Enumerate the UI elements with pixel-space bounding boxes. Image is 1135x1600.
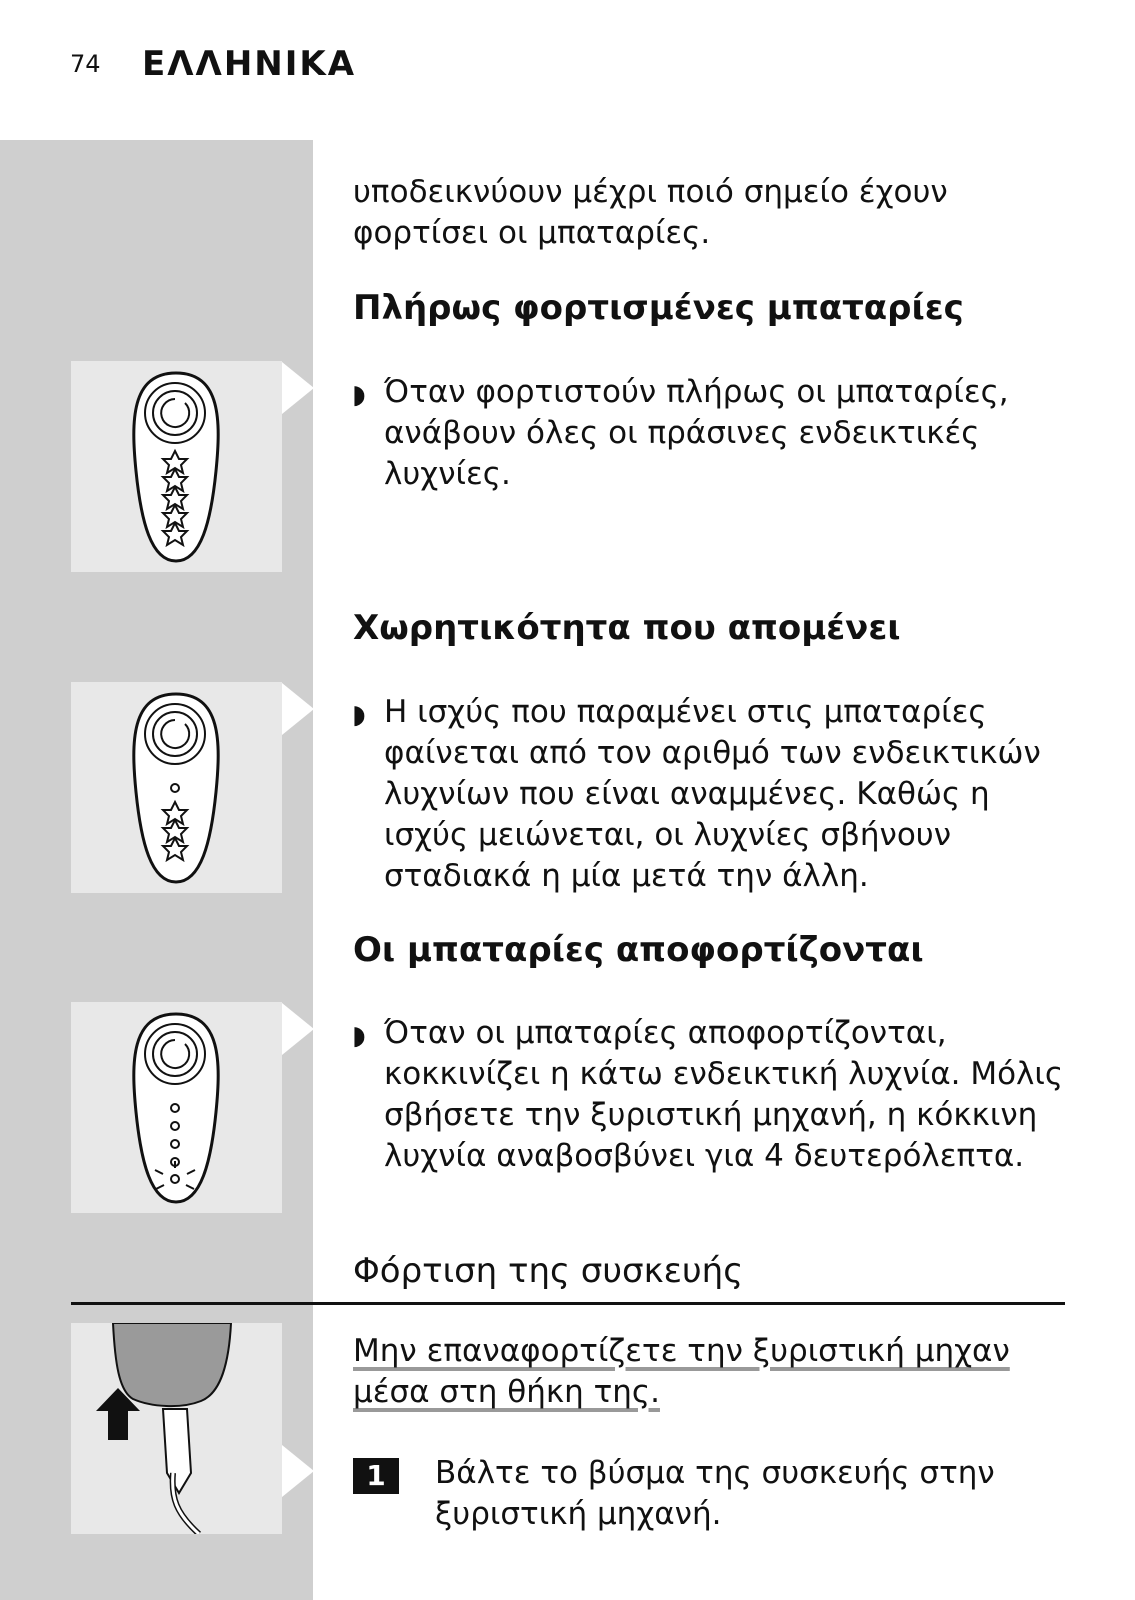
page-number: 74 bbox=[70, 50, 101, 78]
warning-line: Μην επαναφορτίζετε την ξυριστική μηχαν bbox=[353, 1333, 1010, 1369]
body-line: Η ισχύς που παραμένει στις μπαταρίες bbox=[384, 694, 987, 730]
section-heading-remaining-capacity: Χωρητικότητα που απομένει bbox=[353, 608, 901, 648]
pointer-arrow bbox=[282, 362, 314, 414]
section-body-full-batteries bbox=[384, 372, 1074, 495]
body-line: λυχνίες. bbox=[384, 456, 511, 492]
step-instruction bbox=[435, 1453, 995, 1535]
body-line: λυχνίων που είναι αναμμένες. Καθώς η bbox=[384, 776, 990, 812]
pointer-arrow bbox=[282, 1003, 314, 1055]
shaver-indicator-full-illustration bbox=[71, 361, 282, 572]
body-line: Όταν φορτιστούν πλήρως οι μπαταρίες, bbox=[384, 374, 1009, 410]
charging-section-title: Φόρτιση της συσκευής bbox=[353, 1251, 744, 1291]
section-body-batteries-discharged bbox=[384, 1013, 1074, 1177]
bullet-icon: ◗ bbox=[352, 700, 366, 730]
body-line: λυχνία αναβοσβύνει για 4 δευτερόλεπτα. bbox=[384, 1138, 1025, 1174]
body-line: σβήσετε την ξυριστική μηχανή, η κόκκινη bbox=[384, 1097, 1038, 1133]
pointer-arrow bbox=[282, 683, 314, 735]
body-line: Όταν οι μπαταρίες αποφορτίζονται, bbox=[384, 1015, 947, 1051]
page-language-title: ΕΛΛΗΝΙΚΑ bbox=[142, 44, 357, 84]
bullet-icon: ◗ bbox=[352, 380, 366, 410]
section-body-remaining-capacity bbox=[384, 692, 1074, 897]
section-heading-full-batteries: Πλήρως φορτισμένες μπαταρίες bbox=[353, 288, 964, 328]
step-line: Βάλτε το βύσμα της συσκευής στην bbox=[435, 1455, 995, 1491]
section-divider bbox=[71, 1302, 1065, 1305]
pointer-arrow bbox=[282, 1445, 314, 1497]
section-heading-batteries-discharged: Οι μπαταρίες αποφορτίζονται bbox=[353, 930, 924, 970]
shaver-charging-illustration bbox=[71, 1323, 282, 1534]
body-line: ανάβουν όλες οι πράσινες ενδεικτικές bbox=[384, 415, 980, 451]
intro-paragraph bbox=[353, 172, 1073, 254]
body-line: σταδιακά η μία μετά την άλλη. bbox=[384, 858, 869, 894]
step-number-badge: 1 bbox=[353, 1458, 399, 1494]
bullet-icon: ◗ bbox=[352, 1021, 366, 1051]
body-line: ισχύς μειώνεται, οι λυχνίες σβήνουν bbox=[384, 817, 952, 853]
warning-line: μέσα στη θήκη της. bbox=[353, 1374, 660, 1410]
shaver-indicator-empty-illustration bbox=[71, 1002, 282, 1213]
body-line: κοκκινίζει η κάτω ενδεικτική λυχνία. Μόλις bbox=[384, 1056, 1064, 1092]
intro-line: φορτίσει οι μπαταρίες. bbox=[353, 215, 711, 251]
intro-line: υποδεικνύουν μέχρι ποιό σημείο έχουν bbox=[353, 174, 948, 210]
step-line: ξυριστική μηχανή. bbox=[435, 1496, 722, 1532]
shaver-indicator-partial-illustration bbox=[71, 682, 282, 893]
charging-warning bbox=[353, 1331, 1010, 1413]
body-line: φαίνεται από τον αριθμό των ενδεικτικών bbox=[384, 735, 1041, 771]
